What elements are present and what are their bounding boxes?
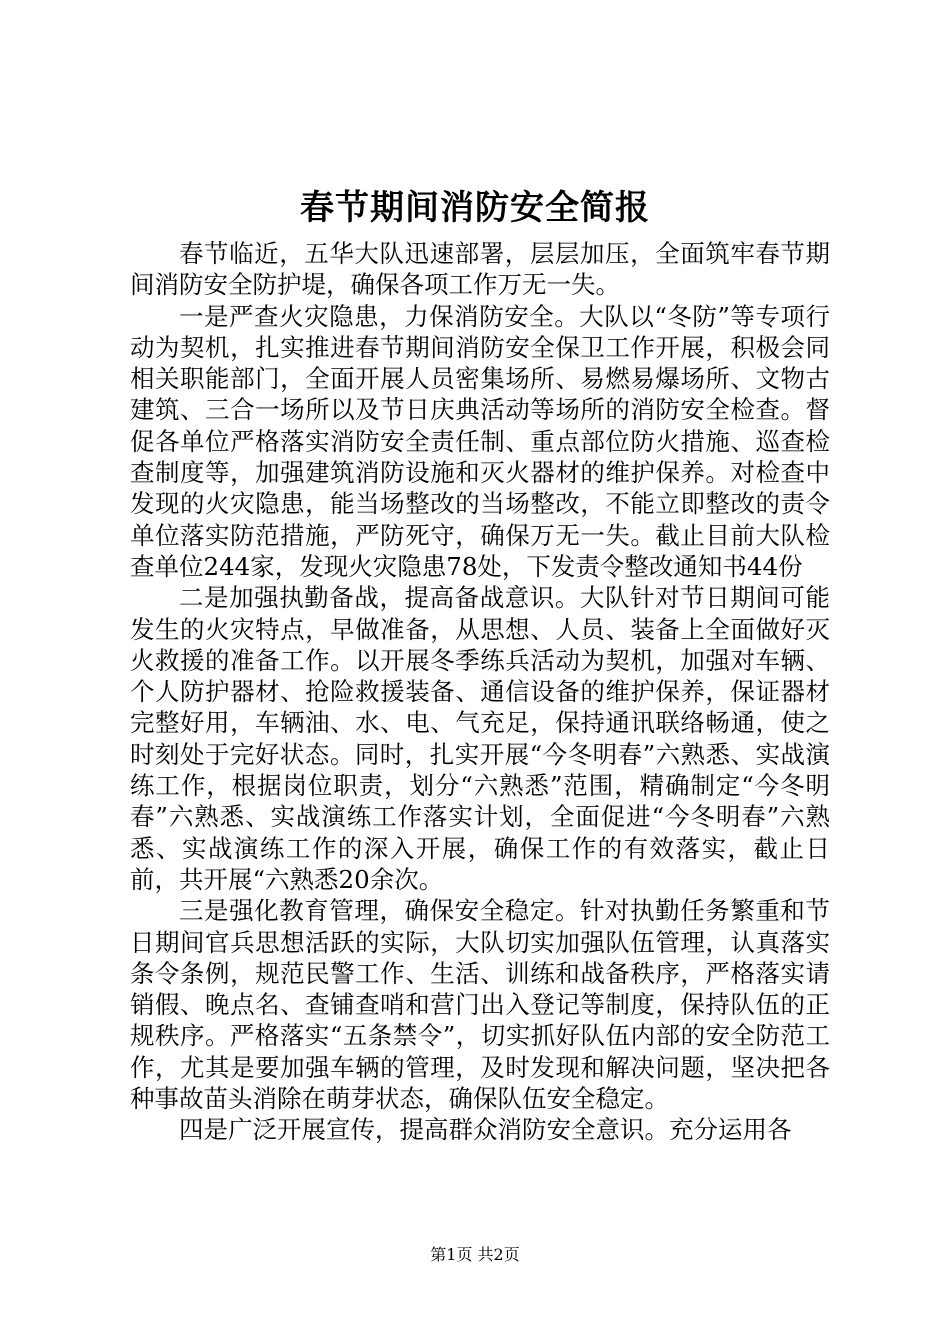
paragraph-fire-hazard-inspection: 一是严查火灾隐患，力保消防安全。大队以“冬防”等专项行动为契机，扎实推进春节期间消防安全保卫工作开展，积极会同相关职能部门，全面开展人员密集场所、易燃易爆场所、文物古建筑、三合一场所以及节日庆典活动等场所的消防安全检查。督促各单位严格落实消防安全责任制、重点部位防火措施、巡查检查制度等，加强建筑消防设施和灭火器材的维护保养。对检查中发现的火灾隐患，能当场整改的当场整改，不能立即整改的责令单位落实防范措施，严防死守，确保万无一失。截止目前大队检查单位244家，发现火灾隐患78处，下发责令整改通知书44份 <box>130 301 830 581</box>
document-title: 春节期间消防安全简报 <box>300 188 650 228</box>
paragraph-publicity: 四是广泛开展宣传，提高群众消防安全意识。充分运用各 <box>179 1115 792 1145</box>
page-footer: 第1页 共2页 <box>430 1245 520 1264</box>
paragraph-intro: 春节临近，五华大队迅速部署，层层加压，全面筑牢春节期间消防安全防护堤，确保各项工作万无一失。 <box>130 239 830 300</box>
paragraph-duty-readiness: 二是加强执勤备战，提高备战意识。大队针对节日期间可能发生的火灾特点，早做准备，从思想、人员、装备上全面做好灭火救援的准备工作。以开展冬季练兵活动为契机，加强对车辆、个人防护器材、抢险救援装备、通信设备的维护保养，保证器材完整好用，车辆油、水、电、气充足，保持通讯联络畅通，使之时刻处于完好状态。同时，扎实开展“今冬明春”六熟悉、实战演练工作，根据岗位职责，划分“六熟悉”范围，精确制定“今冬明春”六熟悉、实战演练工作落实计划，全面促进“今冬明春”六熟悉、实战演练工作的深入开展，确保工作的有效落实，截止日前，共开展“六熟悉20余次。 <box>130 583 830 894</box>
paragraph-education-management: 三是强化教育管理，确保安全稳定。针对执勤任务繁重和节日期间官兵思想活跃的实际，大队切实加强队伍管理，认真落实条令条例，规范民警工作、生活、训练和战备秩序，严格落实请销假、晚点名、查铺查哨和营门出入登记等制度，保持队伍的正规秩序。严格落实“五条禁令”，切实抓好队伍内部的安全防范工作，尤其是要加强车辆的管理，及时发现和解决问题，坚决把各种事故苗头消除在萌芽状态，确保队伍安全稳定。 <box>130 896 830 1114</box>
document-body <box>130 238 830 1146</box>
